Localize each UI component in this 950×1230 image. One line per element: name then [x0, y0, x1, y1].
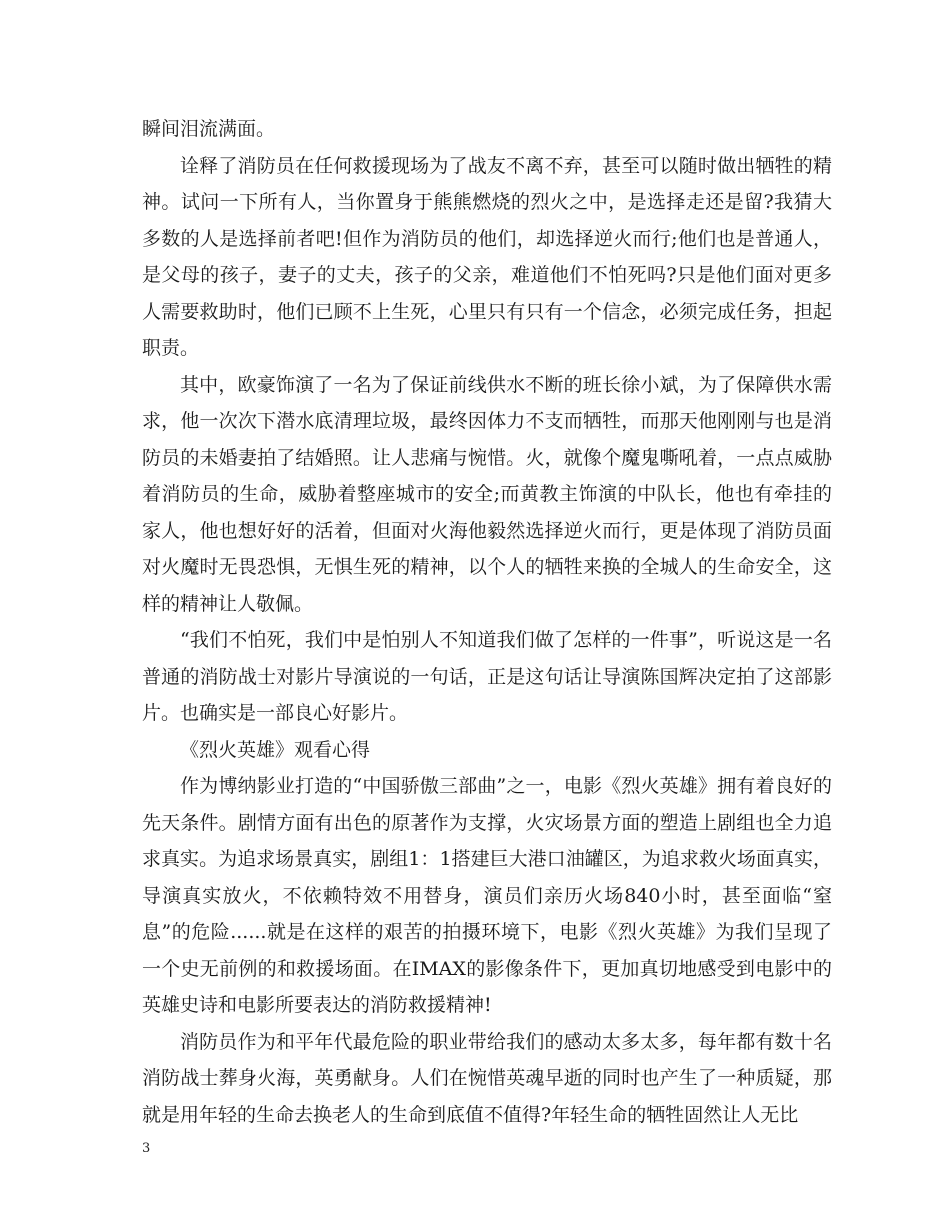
paragraph: 诠释了消防员在任何救援现场为了战友不离不弃，甚至可以随时做出牺牲的精神。试问一下所有人，当你置身于熊熊燃烧的烈火之中，是选择走还是留?我猜大多数的人是选择前者吧!但作为消防员的他们，却选择逆火而行;他们也是普通人，是父母的孩子，妻子的丈夫，孩子的父亲，难道他们不怕死吗?只是他们面对更多人需要救助时，他们已顾不上生死，心里只有只有一个信念，必须完成任务，担起职责。	[142, 154, 832, 359]
paragraph: “我们不怕死，我们中是怕别人不知道我们做了怎样的一件事”，听说这是一名普通的消防战士对影片导演说的一句话，正是这句话让导演陈国辉决定拍了这部影片。也确实是一部良心好影片。	[142, 629, 832, 724]
paragraph: 瞬间泪流满面。	[142, 118, 276, 140]
paragraph: 消防员作为和平年代最危险的职业带给我们的感动太多太多，每年都有数十名消防战士葬身火海，英勇献身。人们在惋惜英魂早逝的同时也产生了一种质疑，那就是用年轻的生命去换老人的生命到底值不值得?年轻生命的牺牲固然让人无比	[142, 1030, 832, 1126]
paragraph: 其中，欧豪饰演了一名为了保证前线供水不断的班长徐小斌，为了保障供水需求，他一次次下潜水底清理垃圾，最终因体力不支而牺牲，而那天他刚刚与也是消防员的未婚妻拍了结婚照。让人悲痛与惋惜。火，就像个魔鬼嘶吼着，一点点威胁着消防员的生命，威胁着整座城市的安全;而黄教主饰演的中队长，他也有牵挂的家人，他也想好好的活着，但面对火海他毅然选择逆火而行，更是体现了消防员面对火魔时无畏恐惧，无惧生死的精神，以个人的牺牲来换的全城人的生命安全，这样的精神让人敬佩。	[142, 373, 832, 615]
page-number: 3	[142, 1141, 151, 1156]
document-body	[142, 111, 832, 1133]
paragraph: 作为博纳影业打造的“中国骄傲三部曲”之一，电影《烈火英雄》拥有着良好的先天条件。剧情方面有出色的原著作为支撑，火灾场景方面的塑造上剧组也全力追求真实。为追求场景真实，剧组1：1搭建巨大港口油罐区，为追求救火场面真实，导演真实放火，不依赖特效不用替身，演员们亲历火场840小时，甚至面临“窒息”的危险......就是在这样的艰苦的拍摄环境下，电影《烈火英雄》为我们呈现了一个史无前例的和救援场面。在IMAX的影像条件下，更加真切地感受到电影中的英雄史诗和电影所要表达的消防救援精神!	[142, 775, 832, 1016]
section-heading: 《烈火英雄》观看心得	[180, 738, 371, 761]
